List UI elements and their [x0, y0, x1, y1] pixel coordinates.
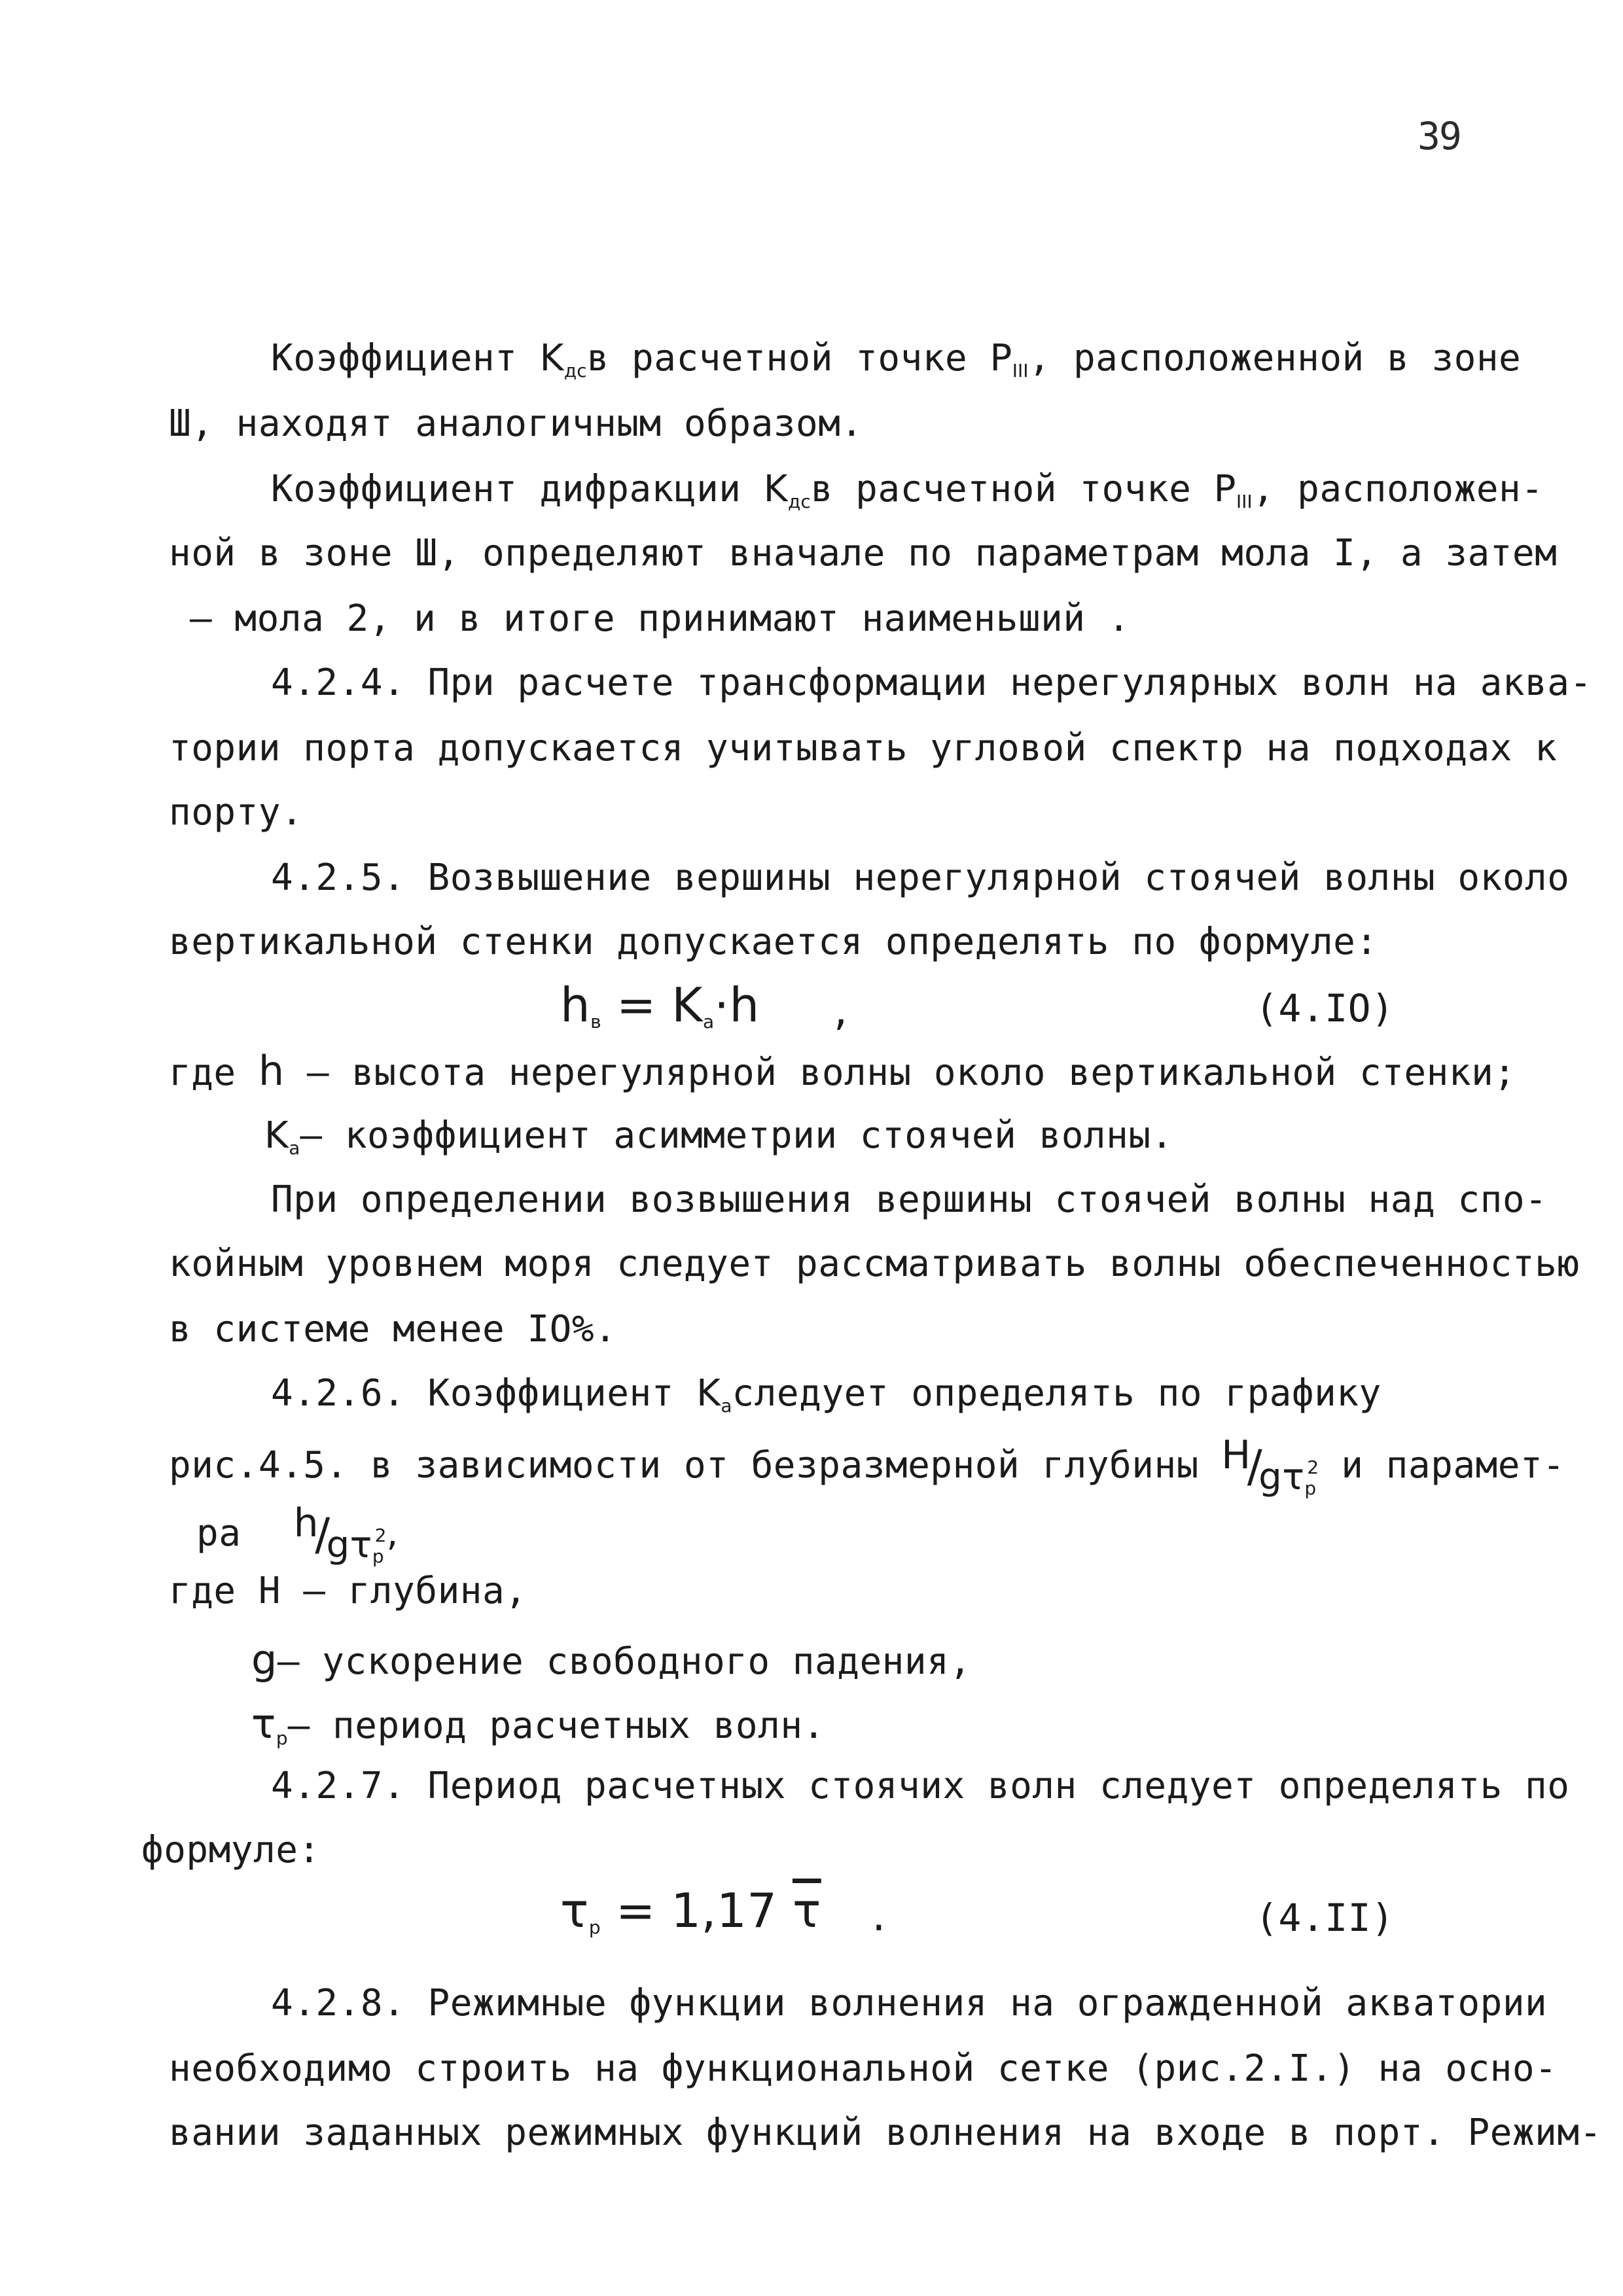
- section-4-2-6-line-1: 4.2.6. Коэффициент $K_aследует$ определять по графику: [271, 1372, 1382, 1417]
- paragraph-diffraction-line-3: – мола 2, и в итоге принимают наименьший .: [190, 597, 1131, 640]
- section-4-2-4-line-3: порту.: [169, 791, 304, 834]
- section-4-2-8-line-2: необходимо строить на функциональной сетке (рис.2.I.) на осно-: [169, 2047, 1558, 2090]
- section-4-2-4-line-2: тории порта допускается учитывать угловой спектр на подходах к: [169, 727, 1558, 769]
- definition-tau-line: $\tau_p-$ период расчетных волн.: [251, 1700, 825, 1749]
- k-a-symbol: $K_a$: [696, 1372, 732, 1417]
- section-4-2-8-line-3: вании заданных режимных функций волнения на входе в порт. Режим-: [169, 2111, 1602, 2154]
- k-a-symbol: $K_a$: [264, 1114, 300, 1159]
- section-4-2-8-line-1: 4.2.8. Режимные функции волнения на огражденной акватории: [271, 1982, 1548, 2024]
- definition-g-line: g– ускорение свободного падения,: [251, 1636, 972, 1684]
- section-4-2-4-line-1: 4.2.4. При расчете трансформации нерегулярных волн на аква-: [271, 662, 1592, 704]
- formula-4-11-dot: .: [868, 1897, 891, 1939]
- formula-4-11: $\tau_p = 1,17$ $\overline{\tau}$: [560, 1883, 821, 1938]
- h-symbol: h: [258, 1047, 285, 1095]
- formula-4-10: $h_в = K_a\cdot h$: [560, 978, 760, 1033]
- tau-p-symbol: $\tau_p$: [251, 1700, 288, 1749]
- definition-h-line: где h – высота нерегулярной волны около вертикальной стенки;: [169, 1047, 1516, 1095]
- section-4-2-7-line-2: формуле:: [141, 1829, 321, 1871]
- paragraph-diffraction-line-2: ной в зоне Ш, определяют вначале по параметрам мола I, а затем: [169, 532, 1558, 574]
- note-line-3: в системе менее IO%.: [169, 1308, 617, 1351]
- note-line-2: койным уровнем моря следует рассматривать волны обеспеченностью: [169, 1243, 1580, 1285]
- height-ratio-fraction: $h/g\tau_p^2$,: [293, 1500, 399, 1567]
- note-line-1: При определении возвышения вершины стоячей волны над спо-: [271, 1178, 1548, 1221]
- g-symbol: g: [251, 1636, 277, 1684]
- equation-number-4-10: (4.IO): [1255, 986, 1395, 1031]
- k-dc-symbol: $K_{дс}$: [763, 468, 811, 512]
- p-iii-symbol: $P_{III}$: [990, 337, 1029, 381]
- section-4-2-5-line-1: 4.2.5. Возвышение вершины нерегулярной стоячей волны около: [271, 857, 1570, 899]
- tau-mean-symbol: $\overline{\tau}$: [792, 1883, 821, 1938]
- k-dc-symbol: $K_{дс}$: [539, 337, 587, 381]
- section-4-2-6-line-2: рис.4.5. в зависимости от безразмерной глубины $H/g\tau_p^2$ и парамет-: [169, 1432, 1565, 1499]
- section-4-2-7-line-1: 4.2.7. Период расчетных стоячих волн следует определять по: [271, 1765, 1570, 1807]
- paragraph-kdc-line-1: Коэффициент $K_{дс}в$ расчетной точке $P_{III}$, расположенной в зоне: [271, 337, 1522, 381]
- paragraph-kdc-line-2: Ш, находят аналогичным образом.: [169, 402, 863, 445]
- p-iii-symbol: $P_{III}$: [1213, 468, 1253, 512]
- formula-4-10-comma: ,: [830, 991, 853, 1034]
- paragraph-diffraction-line-1: Коэффициент дифракции $K_{дс}в$ расчетной точке $P_{III}$, расположен-: [271, 468, 1544, 512]
- section-4-2-6-line-3: ра $h/g\tau_p^2$,: [196, 1500, 399, 1567]
- definition-ka-line: $K_a-$ коэффициент асимметрии стоячей волны.: [264, 1114, 1173, 1159]
- definition-depth-H: где H – глубина,: [169, 1570, 527, 1612]
- depth-ratio-fraction: $H/g\tau_p^2$: [1221, 1432, 1319, 1499]
- section-4-2-5-line-2: вертикальной стенки допускается определять по формуле:: [169, 921, 1378, 963]
- page-number: 39: [1418, 114, 1461, 158]
- equation-number-4-11: (4.II): [1255, 1896, 1395, 1940]
